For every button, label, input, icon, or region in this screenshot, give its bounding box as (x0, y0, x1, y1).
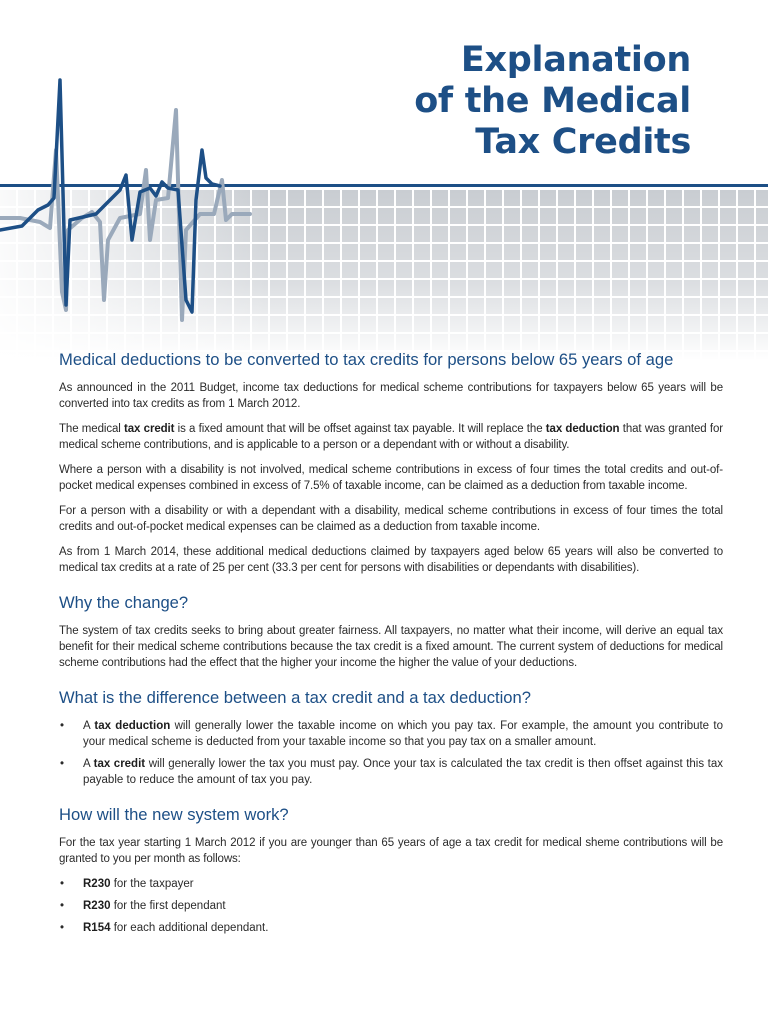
title-line-3: Tax Credits (475, 122, 691, 162)
list-item: • A tax credit will generally lower the tax you must pay. Once your tax is calculated the tax credit is then offset against this tax payable to reduce the amount of tax you pay. (60, 758, 724, 786)
bullet-icon: • (60, 922, 65, 934)
paragraph: For the tax year starting 1 March 2012 if you are younger than 65 years of age a tax credit for medical sheme contributions will be granted to you per month as follows: (59, 837, 723, 865)
paragraph: The system of tax credits seeks to bring about greater fairness. All taxpayers, no matter what their income, will derive an equal tax benefit for their medical scheme contributions because the tax credit is a fixed amount. The current system of deductions for medical scheme contributions had the effect that the higher your income the higher the value of your deductions. (59, 625, 723, 669)
header-graphic (0, 0, 768, 360)
section-new-system (59, 804, 723, 936)
title-line-1: Explanation (460, 40, 691, 80)
section-heading: Why the change? (59, 593, 189, 612)
section-medical-deductions (59, 349, 723, 576)
title-line-2: of the Medical (414, 81, 691, 121)
section-heading: What is the difference between a tax credit and a tax deduction? (59, 688, 531, 707)
section-heading: Medical deductions to be converted to tax credits for persons below 65 years of age (59, 350, 674, 369)
paragraph: As from 1 March 2014, these additional medical deductions claimed by taxpayers aged below 65 years will also be converted to medical tax credits at a rate of 25 per cent (33.3 per cent for persons with disabilities or dependants with disabilities). (59, 546, 723, 574)
bullet-icon: • (60, 758, 65, 770)
list-item: • R154 for each additional dependant. (60, 922, 269, 934)
section-heading: How will the new system work? (59, 805, 289, 824)
bullet-list (59, 718, 723, 788)
paragraph: The medical tax credit is a fixed amount that will be offset against tax payable. It will replace the tax deduction that was granted for medical scheme contributions, and is applicable to a person or a dependant with or without a disability. (59, 423, 723, 451)
bullet-icon: • (60, 720, 65, 732)
section-difference (59, 687, 723, 788)
bullet-list (59, 876, 723, 936)
section-why-change (59, 592, 723, 671)
bullet-icon: • (60, 878, 65, 890)
paragraph: Where a person with a disability is not involved, medical scheme contributions in excess of four times the total credits and out-of-pocket medical expenses combined in excess of 7.5% of taxable income, can be claimed as a deduction from taxable income. (59, 464, 723, 492)
page-title (414, 40, 691, 163)
paragraph: For a person with a disability or with a dependant with a disability, medical scheme contributions in excess of four times the total credits and out-of-pocket medical expenses can be claimed as a deduction from taxable income. (59, 505, 723, 533)
header-rule (0, 184, 768, 187)
list-item: • R230 for the first dependant (60, 900, 226, 912)
list-item: • R230 for the taxpayer (60, 878, 194, 890)
document-body (59, 349, 723, 942)
paragraph: As announced in the 2011 Budget, income tax deductions for medical scheme contributions for taxpayers below 65 years will be converted into tax credits as from 1 March 2012. (59, 382, 723, 410)
list-item: • A tax deduction will generally lower the taxable income on which you pay tax. For example, the amount you contribute to your medical scheme is deducted from your taxable income so that you pay tax on a smaller amount. (60, 720, 723, 748)
bullet-icon: • (60, 900, 65, 912)
